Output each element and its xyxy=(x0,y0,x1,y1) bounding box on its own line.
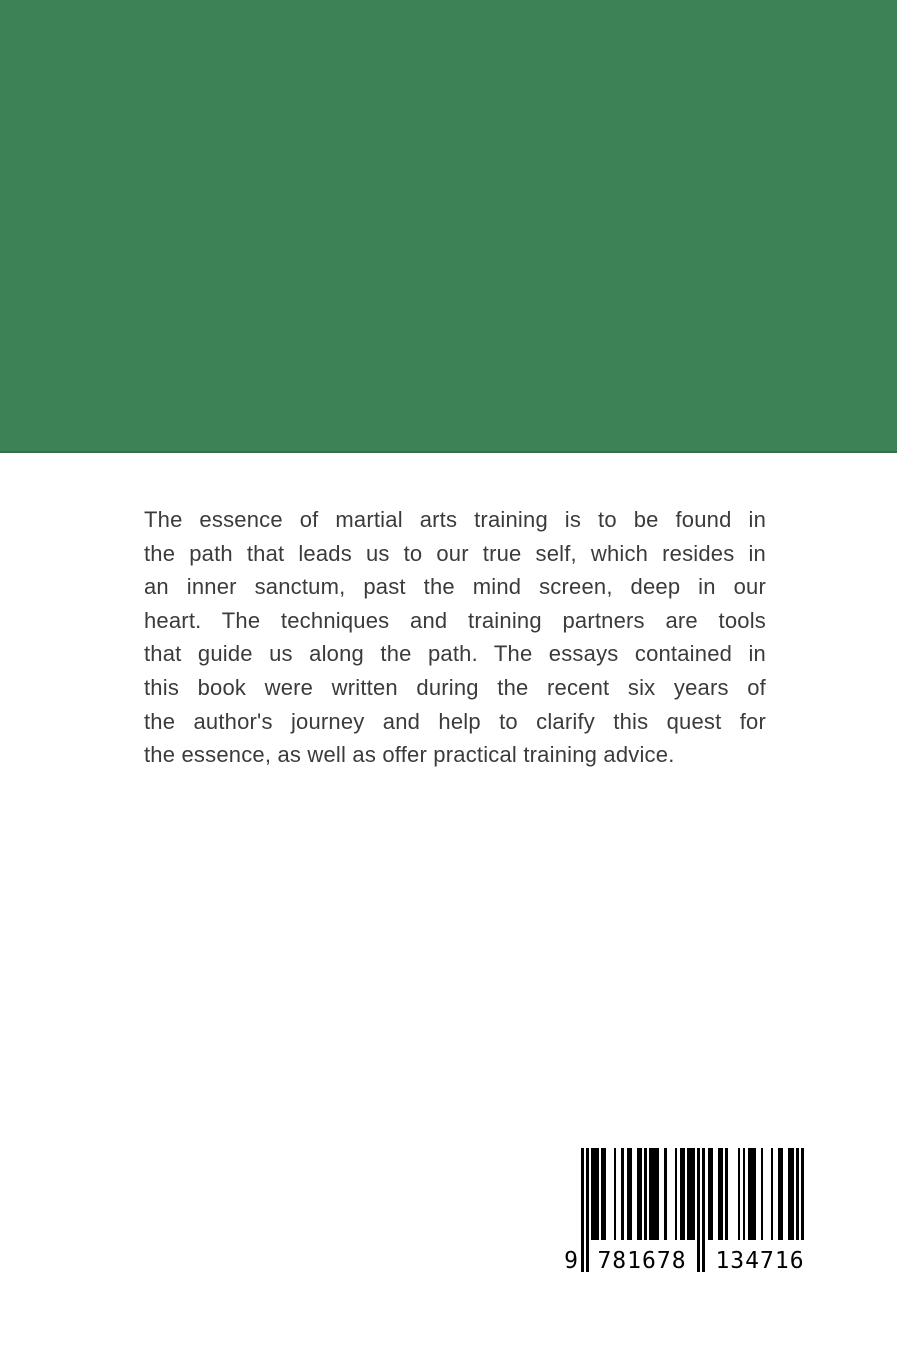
barcode-bar xyxy=(697,1148,700,1272)
barcode-bar xyxy=(637,1148,642,1240)
synopsis-line: the author's journey and help to clarify this quest for xyxy=(144,708,766,734)
barcode-bar xyxy=(725,1148,728,1240)
synopsis-line: the path that leads us to our true self, which resides in xyxy=(144,540,766,566)
barcode-bar xyxy=(771,1148,774,1240)
barcode-bar xyxy=(702,1148,705,1272)
barcode-bar xyxy=(675,1148,678,1240)
barcode-bar xyxy=(680,1148,685,1240)
barcode-bar xyxy=(687,1148,695,1240)
barcode-bar xyxy=(778,1148,783,1240)
synopsis-line: the essence, as well as offer practical training advice. xyxy=(144,742,675,768)
synopsis-line: an inner sanctum, past the mind screen, deep in our xyxy=(144,574,766,600)
barcode-bar xyxy=(601,1148,606,1240)
barcode-bar xyxy=(614,1148,617,1240)
synopsis-line: this book were written during the recent six years of xyxy=(144,674,766,700)
barcode-bar xyxy=(738,1148,741,1240)
barcode-bar xyxy=(801,1148,804,1240)
barcode-bar xyxy=(718,1148,723,1240)
isbn-barcode xyxy=(564,1148,822,1274)
synopsis-paragraph xyxy=(144,503,766,772)
barcode-bar xyxy=(761,1148,764,1240)
barcode-bar xyxy=(788,1148,793,1240)
barcode-bar xyxy=(591,1148,599,1240)
barcode-lead-digit: 9 xyxy=(564,1248,578,1274)
barcode-bar xyxy=(644,1148,647,1240)
barcode-left-group: 781678 xyxy=(597,1248,687,1274)
cover-top-band xyxy=(0,0,897,453)
barcode-bar xyxy=(748,1148,756,1240)
barcode-bar xyxy=(621,1148,624,1240)
barcode-bar xyxy=(708,1148,713,1240)
barcode-right-group: 134716 xyxy=(715,1248,805,1274)
barcode-bar xyxy=(627,1148,632,1240)
synopsis-line: that guide us along the path. The essays contained in xyxy=(144,641,766,667)
synopsis-line: heart. The techniques and training partners are tools xyxy=(144,607,766,633)
barcode-bar xyxy=(743,1148,746,1240)
barcode-bar xyxy=(649,1148,659,1240)
synopsis-line: The essence of martial arts training is to be found in xyxy=(144,507,766,532)
barcode-bar xyxy=(586,1148,589,1272)
barcode-bar xyxy=(581,1148,584,1272)
barcode-bar xyxy=(664,1148,667,1240)
barcode-bar xyxy=(796,1148,799,1240)
